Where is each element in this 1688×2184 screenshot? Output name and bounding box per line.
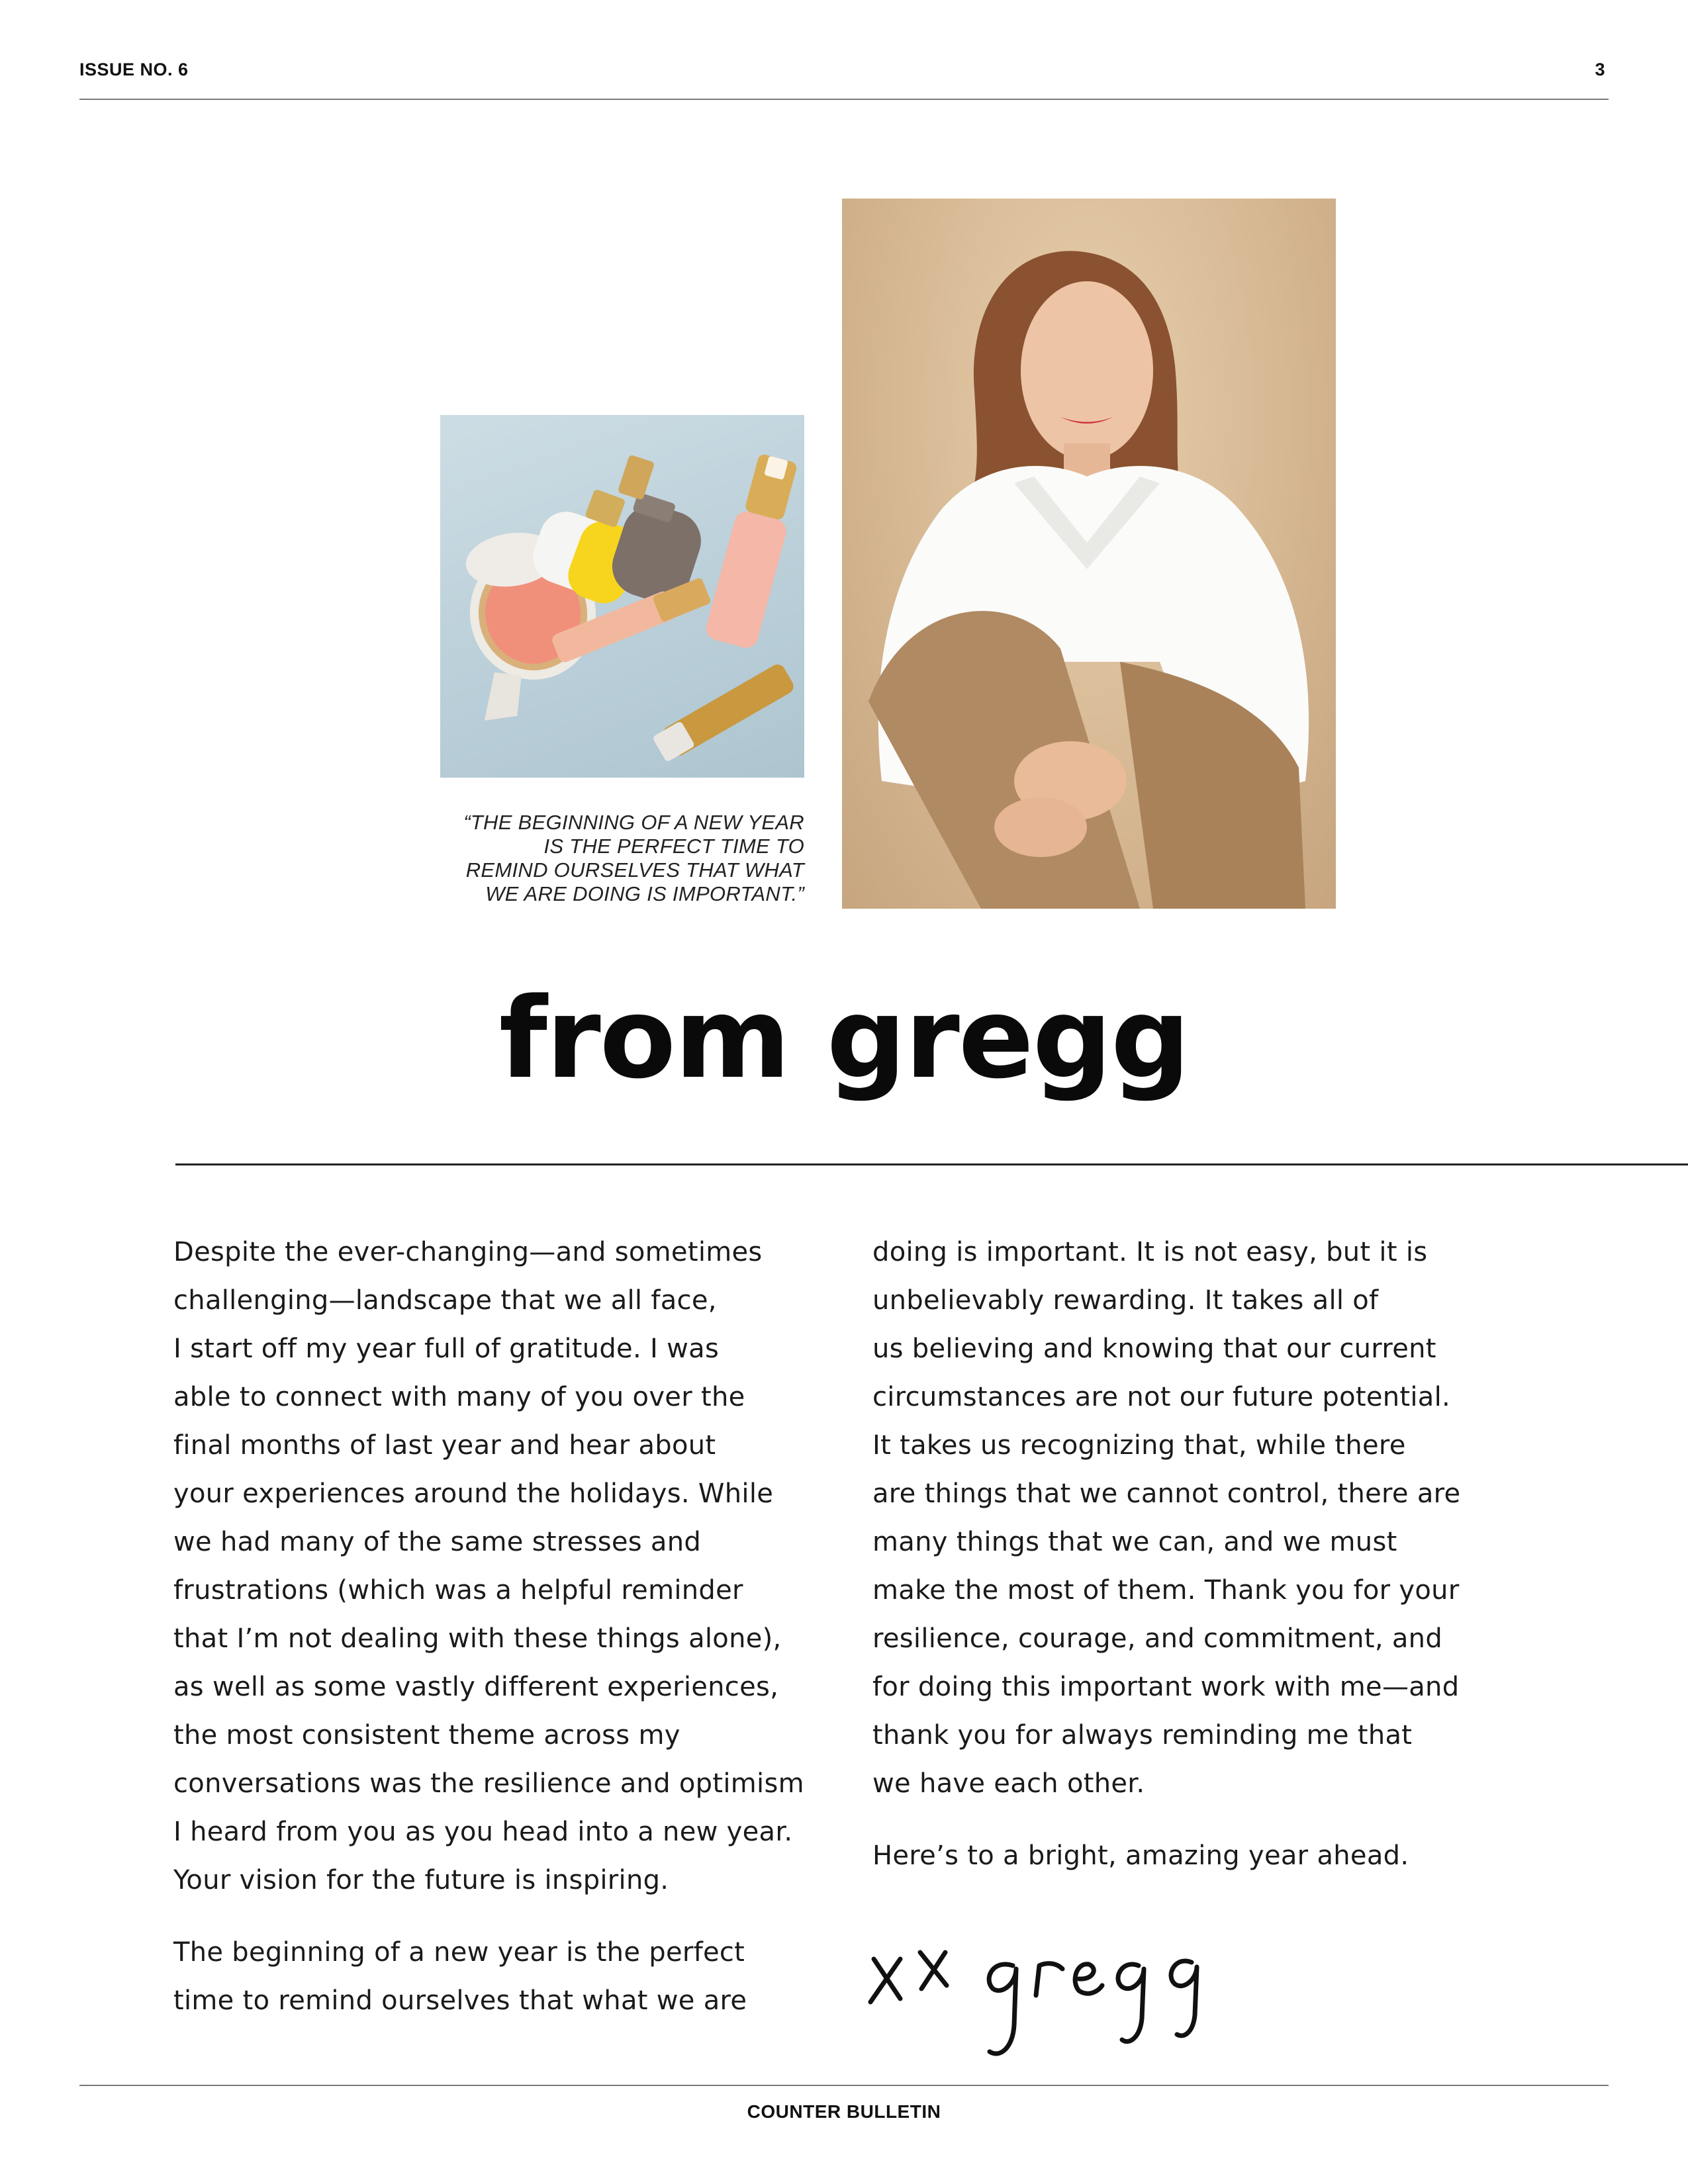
signature: [861, 1933, 1231, 2065]
pull-quote-line: IS THE PERFECT TIME TO: [543, 835, 804, 858]
issue-number: ISSUE NO. 6: [79, 60, 189, 79]
body-paragraph: [872, 1228, 1541, 1808]
body-line: for doing this important work with me—and: [872, 1672, 1460, 1702]
page-number: 3: [1595, 60, 1605, 79]
pull-quote-line: “THE BEGINNING OF A NEW YEAR: [463, 811, 804, 834]
body-line: I start off my year full of gratitude. I was: [173, 1334, 720, 1364]
body-line: we had many of the same stresses and: [173, 1527, 702, 1557]
publication-name: COUNTER BULLETIN: [747, 2101, 941, 2122]
body-column-right: [872, 1228, 1541, 1880]
portrait-photo: [842, 199, 1336, 909]
mascara-icon: [651, 662, 796, 764]
body-line: the most consistent theme across my: [173, 1720, 680, 1751]
page-title: from gregg: [498, 974, 1190, 1103]
products-photo: [440, 415, 804, 778]
body-paragraph: [173, 1929, 855, 2025]
body-line: doing is important. It is not easy, but it is: [872, 1237, 1428, 1267]
body-line: that I’m not dealing with these things alone),: [173, 1623, 782, 1654]
body-line: challenging—landscape that we all face,: [173, 1285, 717, 1316]
body-line: resilience, courage, and commitment, and: [872, 1623, 1443, 1654]
body-line: Here’s to a bright, amazing year ahead.: [872, 1841, 1409, 1871]
body-column-left: [173, 1228, 855, 2025]
body-paragraph: [872, 1832, 1541, 1880]
body-line: Despite the ever-changing—and sometimes: [173, 1237, 763, 1267]
body-line: circumstances are not our future potential.: [872, 1382, 1451, 1412]
body-line: It takes us recognizing that, while there: [872, 1430, 1406, 1461]
footer-divider: [79, 2085, 1609, 2086]
body-line: conversations was the resilience and optimism: [173, 1768, 804, 1799]
body-line: time to remind ourselves that what we are: [173, 1985, 747, 2016]
pull-quote: [371, 811, 804, 906]
body-line: are things that we cannot control, there are: [872, 1479, 1461, 1509]
body-line: unbelievably rewarding. It takes all of: [872, 1285, 1379, 1316]
body-line: The beginning of a new year is the perfect: [173, 1937, 745, 1968]
body-line: us believing and knowing that our current: [872, 1334, 1436, 1364]
header-divider: [79, 99, 1609, 100]
pink-bottle-icon: [704, 451, 804, 651]
pull-quote-line: REMIND OURSELVES THAT WHAT: [465, 858, 804, 882]
body-line: Your vision for the future is inspiring.: [173, 1865, 669, 1895]
body-line: many things that we can, and we must: [872, 1527, 1397, 1557]
body-line: thank you for always reminding me that: [872, 1720, 1413, 1751]
pull-quote-line: WE ARE DOING IS IMPORTANT.”: [485, 882, 804, 905]
body-line: we have each other.: [872, 1768, 1145, 1799]
body-line: I heard from you as you head into a new year.: [173, 1817, 793, 1847]
body-line: your experiences around the holidays. While: [173, 1479, 774, 1509]
title-divider: [175, 1163, 1688, 1165]
body-paragraph: [173, 1228, 855, 1905]
body-line: make the most of them. Thank you for your: [872, 1575, 1460, 1606]
body-line: as well as some vastly different experiences,: [173, 1672, 779, 1702]
body-line: final months of last year and hear about: [173, 1430, 716, 1461]
body-line: frustrations (which was a helpful reminder: [173, 1575, 743, 1606]
body-line: able to connect with many of you over the: [173, 1382, 745, 1412]
